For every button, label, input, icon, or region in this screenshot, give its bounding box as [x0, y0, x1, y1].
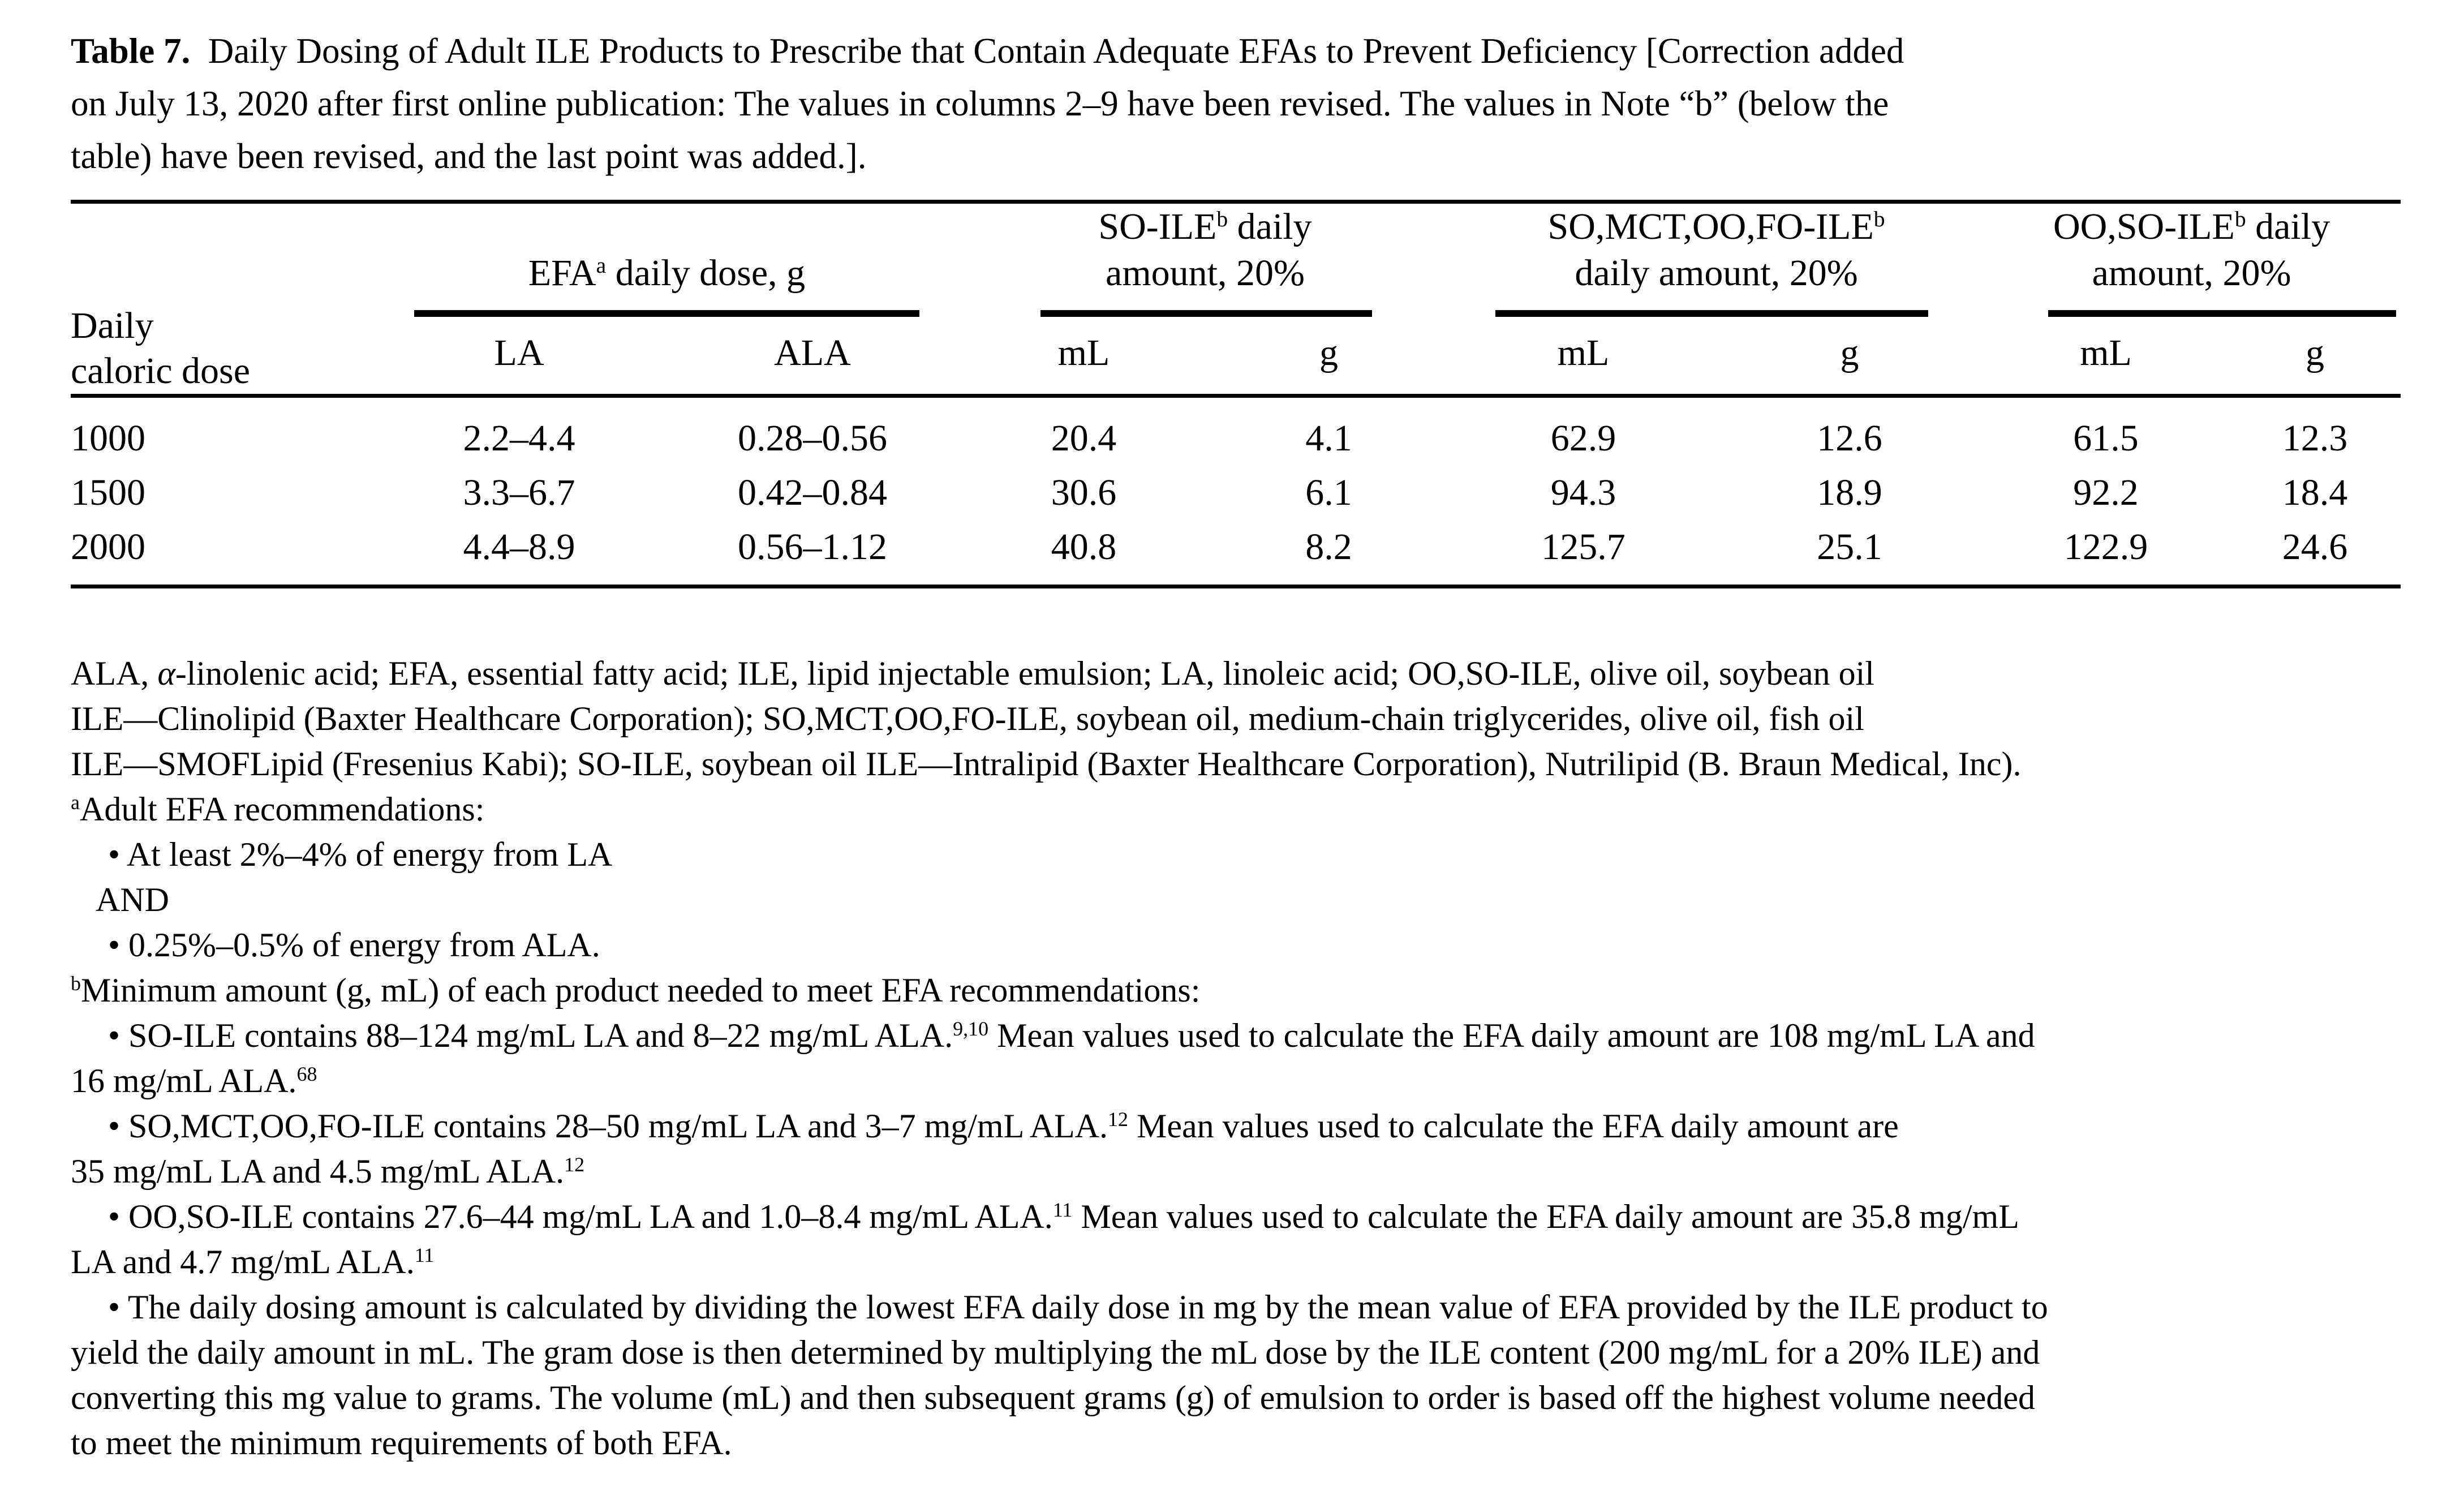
group-header-so-mct-oo-fo-ile	[1450, 202, 1983, 317]
cell-ala: 0.28–0.56	[738, 418, 887, 459]
note-b-bullet-4-line-4: to meet the minimum requirements of both EFA.	[71, 1424, 732, 1462]
table-row	[71, 520, 2401, 587]
col-header-daily-caloric-dose	[71, 202, 373, 396]
group-underline	[414, 310, 919, 317]
note-b-bullet-3-line-1: • OO,SO-ILE contains 27.6–44 mg/mL LA and 1.0–8.4 mg/mL ALA.$^{11}$ Mean values used to calculate the EFA daily amount are 35.8 mg/mL	[108, 1198, 2019, 1235]
cell-so-ile-g: 4.1	[1305, 418, 1352, 459]
cell-oo-so-ile-g: 12.3	[2282, 418, 2348, 459]
cell-so-ile-ml: 30.6	[1051, 472, 1117, 513]
cell-oo-so-ile-g: 24.6	[2229, 520, 2401, 587]
table-caption-line-2: on July 13, 2020 after first online publication: The values in columns 2–9 have been revised. The values in Note “b” (below the	[71, 84, 1889, 123]
group-header-oo-so-ile-line-2: amount, 20%	[2092, 252, 2291, 294]
cell-so-mct-oo-fo-ile-g: 12.6	[1817, 418, 1882, 459]
cell-so-mct-oo-fo-ile-ml: 125.7	[1450, 520, 1717, 587]
note-b-bullet-2-line-1: • SO,MCT,OO,FO-ILE contains 28–50 mg/mL LA and 3–7 mg/mL ALA.$^{12}$ Mean values used to calculate the EFA daily amount are	[108, 1107, 1899, 1145]
subheader-row	[71, 317, 2401, 396]
note-b-bullet-3-line-2: LA and 4.7 mg/mL ALA.$^{11}$	[71, 1243, 435, 1281]
group-header-oo-so-ile	[1983, 202, 2401, 317]
note-b-bullet-4-line-1: • The daily dosing amount is calculated by dividing the lowest EFA daily dose in mg by the mean value of EFA provided by the ILE product to	[108, 1288, 2048, 1326]
cell-oo-so-ile-ml: 122.9	[1983, 520, 2229, 587]
table-caption-line-1: Table 7. Daily Dosing of Adult ILE Products to Prescribe that Contain Adequate EFAs to Prevent Deficiency [Correction added	[71, 31, 1904, 71]
subheader-so-ile-ml: mL	[960, 317, 1207, 396]
group-underline	[2048, 310, 2396, 317]
table-row	[71, 396, 2401, 466]
cell-so-ile-ml: 20.4	[1051, 418, 1117, 459]
col-header-daily-caloric-dose-line-1: Daily	[71, 305, 154, 346]
subheader-so-mct-oo-fo-ile-g: g	[1717, 317, 1983, 396]
cell-so-mct-oo-fo-ile-g: 25.1	[1717, 520, 1983, 587]
group-header-row	[71, 202, 2401, 317]
group-underline	[1495, 310, 1928, 317]
cell-ala: 0.42–0.84	[738, 472, 887, 513]
note-b-bullet-4-line-2: yield the daily amount in mL. The gram dose is then determined by multiplying the mL dose by the ILE content (200 mg/mL for a 20% ILE) and	[71, 1334, 2040, 1371]
subheader-oo-so-ile-g: g	[2229, 317, 2401, 396]
group-underline	[1040, 310, 1372, 317]
subheader-oo-so-ile-ml: mL	[1983, 317, 2229, 396]
abbreviations-note-line-3: ILE—SMOFLipid (Fresenius Kabi); SO-ILE, soybean oil ILE—Intralipid (Baxter Healthcare Corporation), Nutrilipid (B. Braun Medical, Inc).	[71, 745, 2022, 783]
cell-so-ile-g: 8.2	[1207, 520, 1450, 587]
cell-caloric-dose: 2000	[71, 520, 373, 587]
subheader-la: LA	[373, 317, 665, 396]
subheader-so-ile-g: g	[1207, 317, 1450, 396]
subheader-so-mct-oo-fo-ile-ml: mL	[1450, 317, 1717, 396]
cell-so-ile-ml: 40.8	[960, 520, 1207, 587]
abbreviations-note-line-1: ALA, α-linolenic acid; EFA, essential fatty acid; ILE, lipid injectable emulsion; LA, linoleic acid; OO,SO-ILE, olive oil, soybean oil	[71, 655, 1874, 692]
group-header-efa-daily-dose	[373, 202, 960, 317]
note-b-bullet-4-line-3: converting this mg value to grams. The volume (mL) and then subsequent grams (g) of emulsion to order is based off the highest volume needed	[71, 1379, 2036, 1416]
group-header-so-mct-oo-fo-ile-line-2: daily amount, 20%	[1575, 252, 1858, 294]
group-header-oo-so-ile-line-1: OO,SO-ILE$^b$ daily	[2053, 206, 2330, 247]
col-header-daily-caloric-dose-line-2: caloric dose	[71, 350, 251, 392]
note-a-and: AND	[96, 881, 169, 918]
cell-so-mct-oo-fo-ile-ml: 62.9	[1550, 418, 1616, 459]
note-b-bullet-1-line-2: 16 mg/mL ALA.$^{68}$	[71, 1062, 317, 1099]
cell-ala: 0.56–1.12	[665, 520, 960, 587]
group-header-so-ile-line-2: amount, 20%	[1106, 252, 1305, 294]
note-a-bullet-2: • 0.25%–0.5% of energy from ALA.	[108, 926, 600, 964]
group-header-so-mct-oo-fo-ile-line-1: SO,MCT,OO,FO-ILE$^b$	[1547, 206, 1885, 247]
cell-so-ile-g: 6.1	[1305, 472, 1352, 513]
cell-oo-so-ile-ml: 61.5	[2073, 418, 2139, 459]
cell-so-mct-oo-fo-ile-ml: 94.3	[1550, 472, 1616, 513]
note-a-heading: $^a$Adult EFA recommendations:	[71, 790, 485, 828]
note-b-bullet-1-line-1: • SO-ILE contains 88–124 mg/mL LA and 8–22 mg/mL ALA.$^{9,10}$ Mean values used to calculate the EFA daily amount are 108 mg/mL LA and	[108, 1017, 2035, 1054]
cell-oo-so-ile-g: 18.4	[2282, 472, 2348, 513]
note-b-bullet-2-line-2: 35 mg/mL LA and 4.5 mg/mL ALA.$^{12}$	[71, 1153, 585, 1190]
note-a-bullet-1: • At least 2%–4% of energy from LA	[108, 836, 613, 873]
subheader-ala: ALA	[665, 317, 960, 396]
dosing-table	[71, 200, 2401, 588]
cell-la: 2.2–4.4	[463, 418, 575, 459]
cell-so-mct-oo-fo-ile-g: 18.9	[1817, 472, 1882, 513]
group-header-so-ile-line-1: SO-ILE$^b$ daily	[1098, 206, 1312, 247]
cell-caloric-dose: 1500	[71, 472, 145, 513]
note-b-heading: $^b$Minimum amount (g, mL) of each product needed to meet EFA recommendations:	[71, 972, 1201, 1009]
footnotes	[71, 651, 2447, 1466]
table-caption-line-3: table) have been revised, and the last point was added.].	[71, 136, 867, 176]
group-header-efa-daily-dose-text: EFA$^a$ daily dose, g	[528, 252, 806, 294]
cell-la: 4.4–8.9	[373, 520, 665, 587]
table-row	[71, 466, 2401, 520]
cell-la: 3.3–6.7	[463, 472, 575, 513]
cell-oo-so-ile-ml: 92.2	[2073, 472, 2139, 513]
table-caption	[71, 25, 2441, 183]
group-header-so-ile	[960, 202, 1450, 317]
cell-caloric-dose: 1000	[71, 418, 145, 459]
abbreviations-note-line-2: ILE—Clinolipid (Baxter Healthcare Corporation); SO,MCT,OO,FO-ILE, soybean oil, medium-chain triglycerides, olive oil, fish oil	[71, 700, 1864, 737]
